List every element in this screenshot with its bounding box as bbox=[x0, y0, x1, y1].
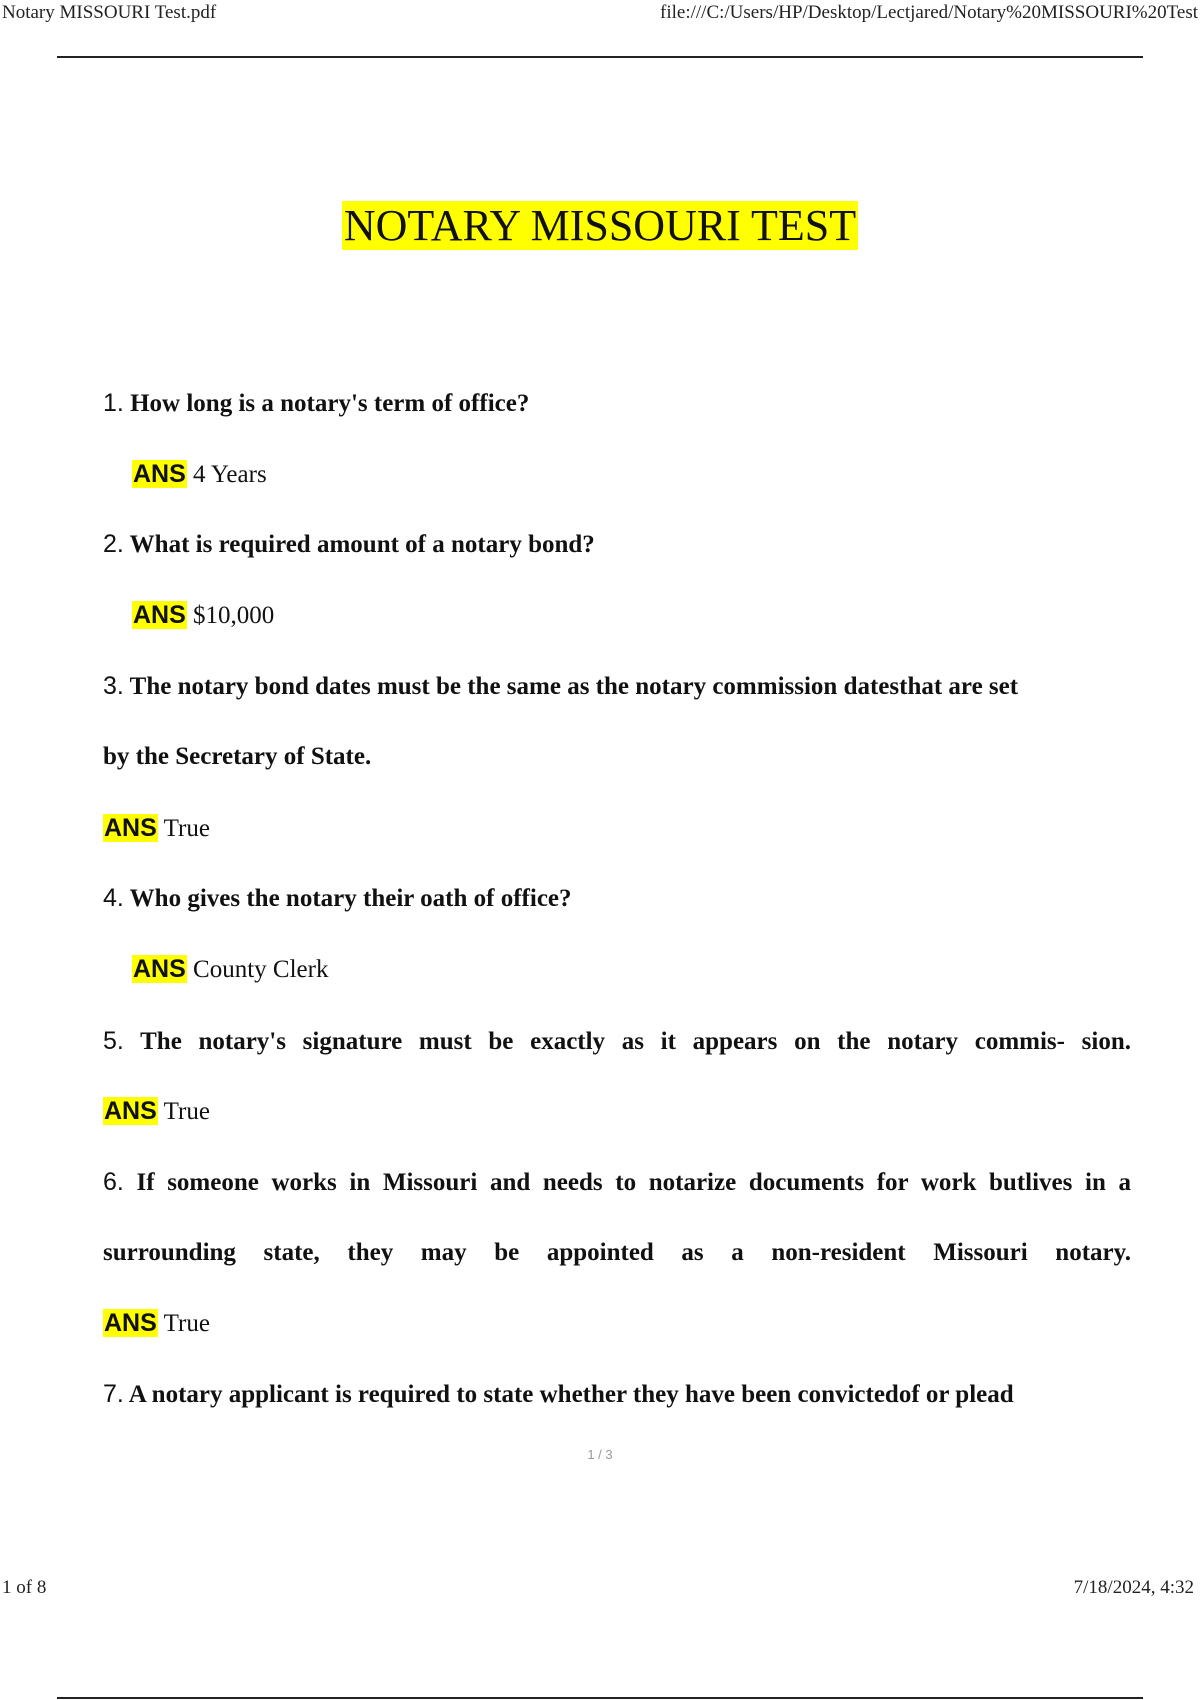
question-number: 4. bbox=[103, 884, 124, 912]
answer-text: $10,000 bbox=[193, 602, 275, 629]
question-2 bbox=[103, 527, 595, 562]
answer-text: County Clerk bbox=[193, 956, 329, 983]
question-number: 7. bbox=[103, 1380, 124, 1408]
question-number: 3. bbox=[103, 672, 124, 700]
question-text: by the Secretary of State. bbox=[103, 743, 372, 770]
answer-text: True bbox=[163, 815, 210, 842]
question-text: The notary bond dates must be the same as the notary commission datesthat are set bbox=[129, 673, 1019, 700]
answer-1 bbox=[132, 457, 267, 492]
ans-label: ANS bbox=[133, 601, 186, 629]
question-7 bbox=[103, 1377, 1014, 1412]
question-number: 2. bbox=[103, 530, 124, 558]
ans-label: ANS bbox=[104, 1097, 157, 1125]
answer-6 bbox=[103, 1306, 210, 1341]
question-text: What is required amount of a notary bond? bbox=[129, 531, 595, 558]
question-number: 1. bbox=[103, 389, 124, 417]
question-5 bbox=[103, 1024, 1131, 1059]
answer-2 bbox=[132, 598, 274, 633]
answer-text: 4 Years bbox=[193, 461, 267, 488]
question-text: Who gives the notary their oath of office? bbox=[129, 885, 572, 912]
ans-label: ANS bbox=[104, 1309, 157, 1337]
print-timestamp: 7/18/2024, 4:32 bbox=[1073, 1577, 1194, 1598]
answer-text: True bbox=[163, 1098, 210, 1125]
ans-label: ANS bbox=[104, 814, 157, 842]
question-1 bbox=[103, 386, 529, 421]
page-title bbox=[0, 196, 1200, 256]
answer-5 bbox=[103, 1094, 210, 1129]
footer-divider bbox=[57, 1697, 1143, 1699]
question-3-continued bbox=[103, 740, 371, 774]
page-indicator: 1 / 3 bbox=[587, 1447, 613, 1462]
print-header bbox=[0, 0, 1200, 28]
question-3 bbox=[103, 669, 1018, 704]
question-text: How long is a notary's term of office? bbox=[130, 390, 530, 417]
ans-label: ANS bbox=[133, 460, 186, 488]
page-count: 1 of 8 bbox=[2, 1577, 47, 1598]
question-text: A notary applicant is required to state whether they have been convictedof or plead bbox=[128, 1381, 1014, 1408]
question-text: surrounding state, they may be appointed as a non-resident Missouri notary. bbox=[103, 1239, 1131, 1266]
ans-label: ANS bbox=[133, 955, 186, 983]
answer-text: True bbox=[163, 1310, 210, 1337]
header-divider bbox=[57, 56, 1143, 58]
answer-4 bbox=[132, 952, 328, 987]
question-text: The notary's signature must be exactly as it appears on the notary commis- sion. bbox=[140, 1028, 1131, 1055]
answer-3 bbox=[103, 811, 210, 846]
document-name: Notary MISSOURI Test.pdf bbox=[2, 2, 217, 23]
question-6 bbox=[103, 1165, 1131, 1200]
title-highlight: NOTARY MISSOURI TEST bbox=[343, 201, 857, 250]
question-number: 5. bbox=[103, 1027, 124, 1055]
question-number: 6. bbox=[103, 1168, 124, 1196]
question-text: If someone works in Missouri and needs to notarize documents for work butlives in a bbox=[136, 1169, 1131, 1196]
question-6-continued bbox=[103, 1236, 1131, 1270]
file-url: file:///C:/Users/HP/Desktop/Lectjared/Notary%20MISSOURI%20Test bbox=[660, 2, 1198, 23]
question-4 bbox=[103, 881, 572, 916]
